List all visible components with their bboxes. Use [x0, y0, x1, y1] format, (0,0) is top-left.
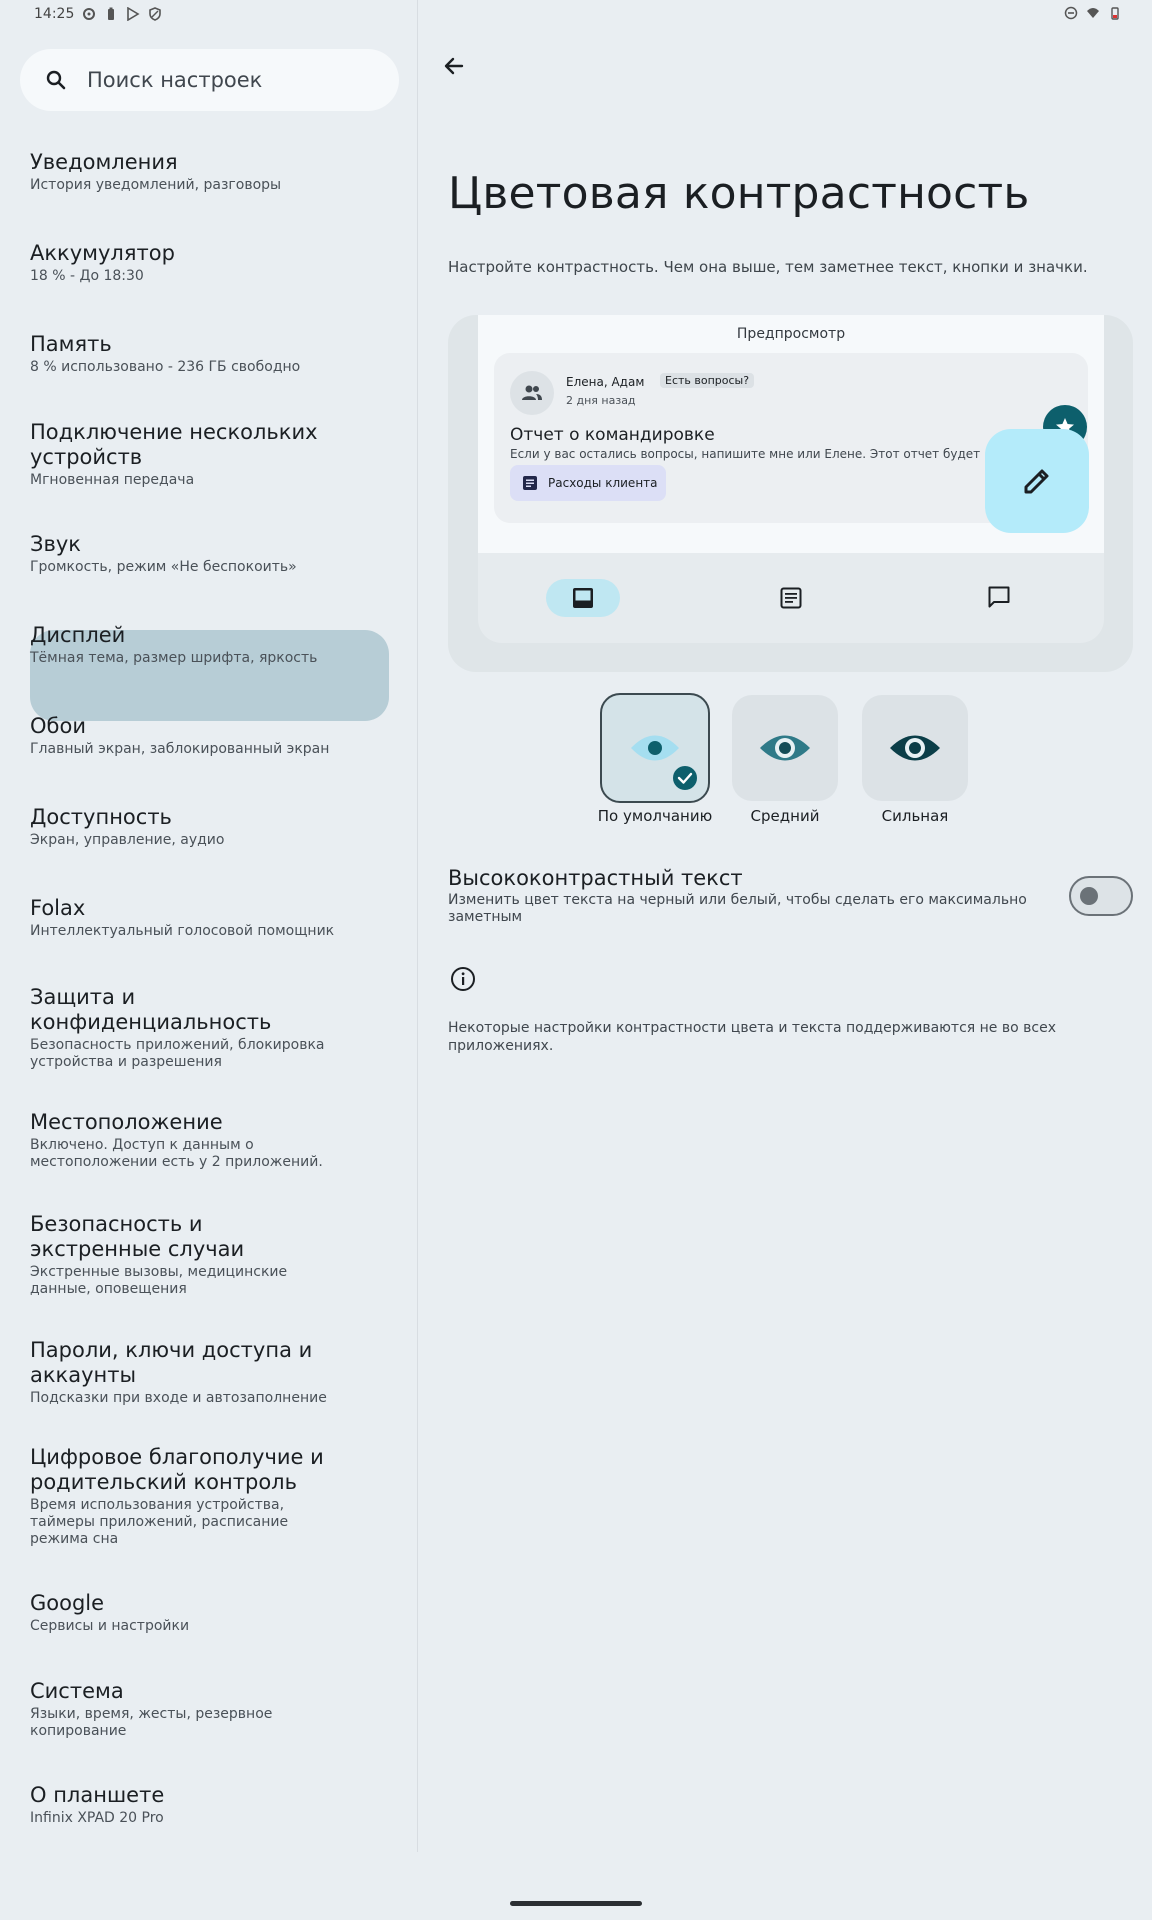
sidebar-item-folax[interactable] [30, 896, 389, 940]
sidebar-item-subtitle: Громкость, режим «Не беспокоить» [30, 559, 297, 575]
article-icon [778, 585, 804, 611]
sidebar-item-subtitle: Время использования устройства, таймеры приложений, расписание режима сна [30, 1497, 289, 1547]
high-contrast-text-subtitle: Изменить цвет текста на черный или белый, чтобы сделать его максимально заметным [448, 892, 1027, 925]
preview-bottom-nav [478, 553, 1104, 643]
high-contrast-text-title: Высококонтрастный текст [448, 866, 743, 890]
search-placeholder: Поиск настроек [87, 68, 263, 92]
sidebar-item-system[interactable] [30, 1679, 330, 1740]
contrast-option-strong[interactable] [862, 695, 968, 801]
sidebar-item-subtitle: Интеллектуальный голосовой помощник [30, 923, 335, 939]
contrast-option-medium[interactable] [732, 695, 838, 801]
sidebar-item-location[interactable] [30, 1110, 340, 1171]
info-icon [450, 966, 476, 992]
avatar [510, 371, 554, 415]
preview-header [478, 315, 1104, 553]
sidebar-item-subtitle: Подсказки при входе и автозаполнение [30, 1390, 327, 1406]
sidebar-item-subtitle: Безопасность приложений, блокировка устройства и разрешения [30, 1037, 325, 1070]
sidebar-item-subtitle: Infinix XPAD 20 Pro [30, 1810, 164, 1826]
sidebar-item-subtitle: Главный экран, заблокированный экран [30, 741, 330, 757]
sidebar-item-title: Безопасность и экстренные случаи [30, 1212, 245, 1261]
status-time: 14:25 [34, 6, 75, 22]
sidebar-item-notifications[interactable] [30, 150, 389, 194]
compose-fab [985, 429, 1089, 533]
eye-icon-strong [888, 729, 942, 767]
contrast-option-label: Средний [750, 807, 820, 825]
sidebar-item-subtitle: Сервисы и настройки [30, 1618, 190, 1634]
sidebar-item-subtitle: Экстренные вызовы, медицинские данные, оповещения [30, 1264, 288, 1297]
contrast-option-default[interactable] [600, 693, 710, 803]
sidebar-item-title: Folax [30, 896, 86, 920]
status-bar [0, 0, 1152, 30]
sidebar-item-title: Цифровое благополучие и родительский контроль [30, 1445, 324, 1494]
sidebar-item-subtitle: Мгновенная передача [30, 472, 195, 488]
search-bar[interactable] [20, 49, 399, 111]
document-icon [522, 475, 538, 491]
battery-saver-icon [104, 7, 118, 21]
sidebar-item-title: Подключение нескольких устройств [30, 420, 318, 469]
sidebar-item-multi-device[interactable] [30, 420, 330, 489]
wifi-icon [1086, 6, 1100, 20]
sidebar-item-title: О планшете [30, 1783, 165, 1807]
sidebar-item-google[interactable] [30, 1591, 389, 1635]
pencil-icon [1021, 465, 1053, 497]
chat-icon [986, 584, 1012, 610]
sidebar-item-title: Дисплей [30, 623, 126, 647]
email-sender: Елена, Адам [566, 375, 645, 389]
high-contrast-text-toggle[interactable] [1069, 876, 1133, 916]
sidebar-item-title: Доступность [30, 805, 172, 829]
sidebar-item-title: Google [30, 1591, 105, 1615]
sidebar-item-digital-wellbeing[interactable] [30, 1445, 340, 1548]
search-icon [44, 68, 68, 92]
sidebar-item-title: Система [30, 1679, 124, 1703]
sidebar-item-title: Память [30, 332, 112, 356]
settings-sidebar [0, 30, 417, 1850]
sidebar-item-subtitle: 18 % - До 18:30 [30, 268, 144, 284]
back-arrow-icon[interactable] [440, 52, 468, 80]
people-icon [521, 382, 543, 404]
sidebar-item-subtitle: Тёмная тема, размер шрифта, яркость [30, 650, 318, 666]
sidebar-item-subtitle: 8 % использовано - 236 ГБ свободно [30, 359, 301, 375]
play-store-icon [126, 7, 140, 21]
sidebar-item-title: Уведомления [30, 150, 178, 174]
battery-icon [1108, 6, 1122, 20]
sidebar-item-subtitle: История уведомлений, разговоры [30, 177, 282, 193]
contrast-option-label: Сильная [881, 807, 949, 825]
contrast-option-label: По умолчанию [597, 807, 713, 825]
sidebar-item-passwords-accounts[interactable] [30, 1338, 330, 1407]
selected-check-icon [671, 764, 699, 792]
sidebar-item-title: Звук [30, 532, 81, 556]
sidebar-item-storage[interactable] [30, 332, 389, 376]
settings-gear-icon [82, 7, 96, 21]
toggle-knob [1080, 887, 1098, 905]
attachment-label: Расходы клиента [548, 476, 658, 490]
sidebar-item-title: Местоположение [30, 1110, 223, 1134]
preview-label: Предпросмотр [736, 326, 846, 342]
home-gesture-bar[interactable] [510, 1901, 642, 1906]
shield-icon [148, 7, 162, 21]
sidebar-item-sound[interactable] [30, 532, 389, 576]
eye-icon-medium [758, 729, 812, 767]
inbox-icon [570, 585, 596, 611]
attachment-chip [510, 465, 666, 501]
email-snippet: Если у вас остались вопросы, напишите мне или Елене. Этот отчет будет [510, 447, 981, 461]
sidebar-item-privacy[interactable] [30, 985, 340, 1071]
eye-icon-default [629, 729, 681, 767]
sidebar-item-accessibility[interactable] [30, 805, 389, 849]
pane-divider [417, 0, 418, 1852]
do-not-disturb-icon [1064, 6, 1078, 20]
page-description: Настройте контрастность. Чем она выше, тем заметнее текст, кнопки и значки. [448, 258, 1088, 276]
sidebar-item-subtitle: Экран, управление, аудио [30, 832, 225, 848]
sidebar-item-subtitle: Включено. Доступ к данным о местоположении есть у 2 приложений. [30, 1137, 323, 1170]
info-footer-text: Некоторые настройки контрастности цвета и текста поддерживаются не во всех приложениях. [448, 1020, 1056, 1054]
preview-phone [478, 315, 1104, 643]
page-title: Цветовая контрастность [448, 168, 1030, 219]
sidebar-item-subtitle: Языки, время, жесты, резервное копирование [30, 1706, 273, 1739]
sidebar-item-title: Аккумулятор [30, 241, 175, 265]
sidebar-item-safety-emergency[interactable] [30, 1212, 340, 1298]
sidebar-item-title: Защита и конфиденциальность [30, 985, 272, 1034]
sidebar-item-battery[interactable] [30, 241, 389, 285]
email-label-badge: Есть вопросы? [660, 373, 754, 388]
sidebar-item-title: Пароли, ключи доступа и аккаунты [30, 1338, 313, 1387]
sidebar-item-about-tablet[interactable] [30, 1783, 389, 1827]
email-time: 2 дня назад [566, 394, 636, 407]
sidebar-item-display[interactable] [30, 623, 389, 667]
sidebar-item-wallpaper[interactable] [30, 714, 389, 758]
email-subject: Отчет о командировке [510, 425, 715, 445]
sidebar-item-title: Обои [30, 714, 86, 738]
